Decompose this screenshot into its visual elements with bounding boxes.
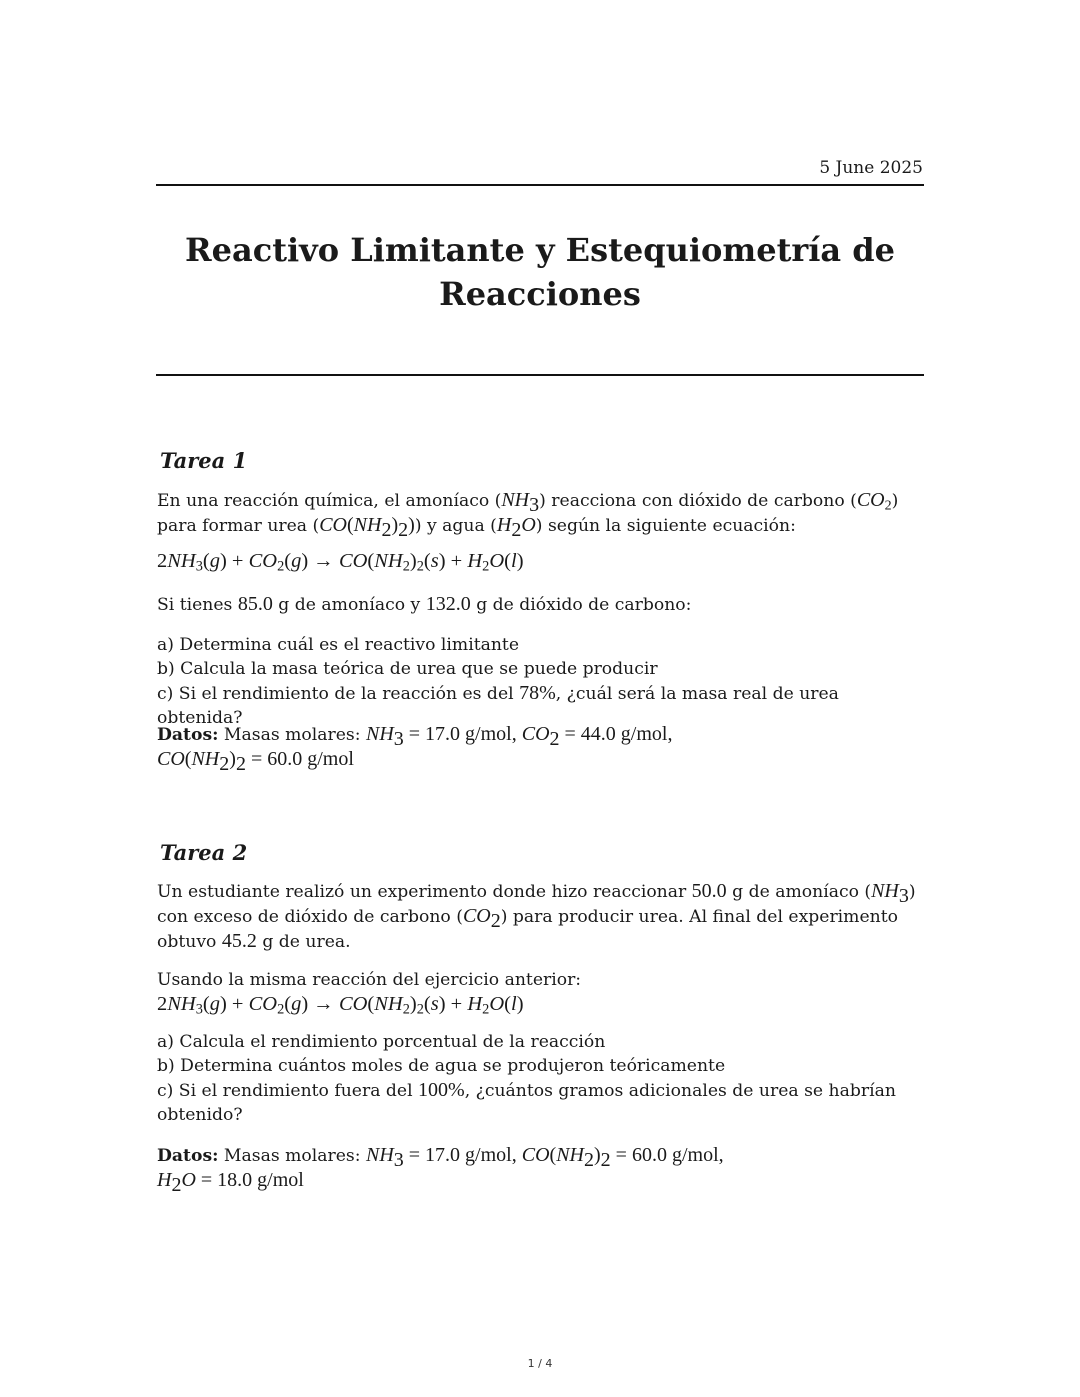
tarea-1-equation: $2NH_3(g) + CO_2(g) \to CO(NH_2)_2(s) + H_2O(l)$ [157,550,524,575]
tarea-2-question-a: a) Calcula el rendimiento porcentual de la reacción [157,1032,606,1052]
tarea-2-intro: Un estudiante realizó un experimento donde hizo reaccionar 50.0 g de amoníaco $(NH_3)$ con exceso de dióxido de carbono $(CO_2)$ para producir urea. Al final del experimento obtuvo 45.2 g de urea. [157,880,916,952]
title-line-2: Reacciones [439,275,641,313]
page-indicator: 1 / 4 [527,1357,553,1370]
tarea-2-heading: Tarea 2 [160,840,248,865]
tarea-2-questions [157,1030,927,1127]
tarea-2-datos: Datos: Masas molares: $NH_3 = 17.0$ g/mol, $CO(NH_2)_2 = 60.0$ g/mol, $H_2O = 18.0$ g/mol [157,1144,724,1196]
tarea-2-question-c: c) Si el rendimiento fuera del 100%, ¿cuántos gramos adicionales de urea se habrían obtenido? [157,1079,896,1125]
tarea-1-intro: En una reacción química, el amoníaco $(NH_3)$ reacciona con dióxido de carbono $(CO_2)$ para formar urea $(CO(NH_2)_2)$) y agua $(H_2O)$ según la siguiente ecuación: [157,489,899,541]
tarea-1-question-a: a) Determina cuál es el reactivo limitante [157,635,520,655]
tarea-2-equation: $2NH_3(g) + CO_2(g) \to CO(NH_2)_2(s) + H_2O(l)$ [157,993,524,1018]
tarea-1-given: Si tienes 85.0 g de amoníaco y 132.0 g de dióxido de carbono: [157,593,692,615]
tarea-2-same-reaction: Usando la misma reacción del ejercicio anterior: $2NH_3(g) + CO_2(g) \to CO(NH_2)_2(s) + H_2O(l)$ [157,970,582,1018]
tarea-1-heading: Tarea 1 [160,448,248,473]
header-rule [156,184,924,186]
tarea-1-question-c: c) Si el rendimiento de la reacción es del 78%, ¿cuál será la masa real de urea obtenida? [157,682,839,728]
document-title [156,228,924,316]
title-rule [156,374,924,376]
title-line-1: Reactivo Limitante y Estequiometría de [185,231,895,269]
tarea-2-question-b: b) Determina cuántos moles de agua se produjeron teóricamente [157,1056,726,1076]
tarea-1-question-b: b) Calcula la masa teórica de urea que se puede producir [157,659,658,679]
document-date: 5 June 2025 [819,158,923,178]
tarea-1-questions [157,633,927,730]
tarea-1-datos: Datos: Masas molares: $NH_3 = 17.0$ g/mol, $CO_2 = 44.0$ g/mol, $CO(NH_2)_2 = 60.0$ g/mol [157,723,673,775]
